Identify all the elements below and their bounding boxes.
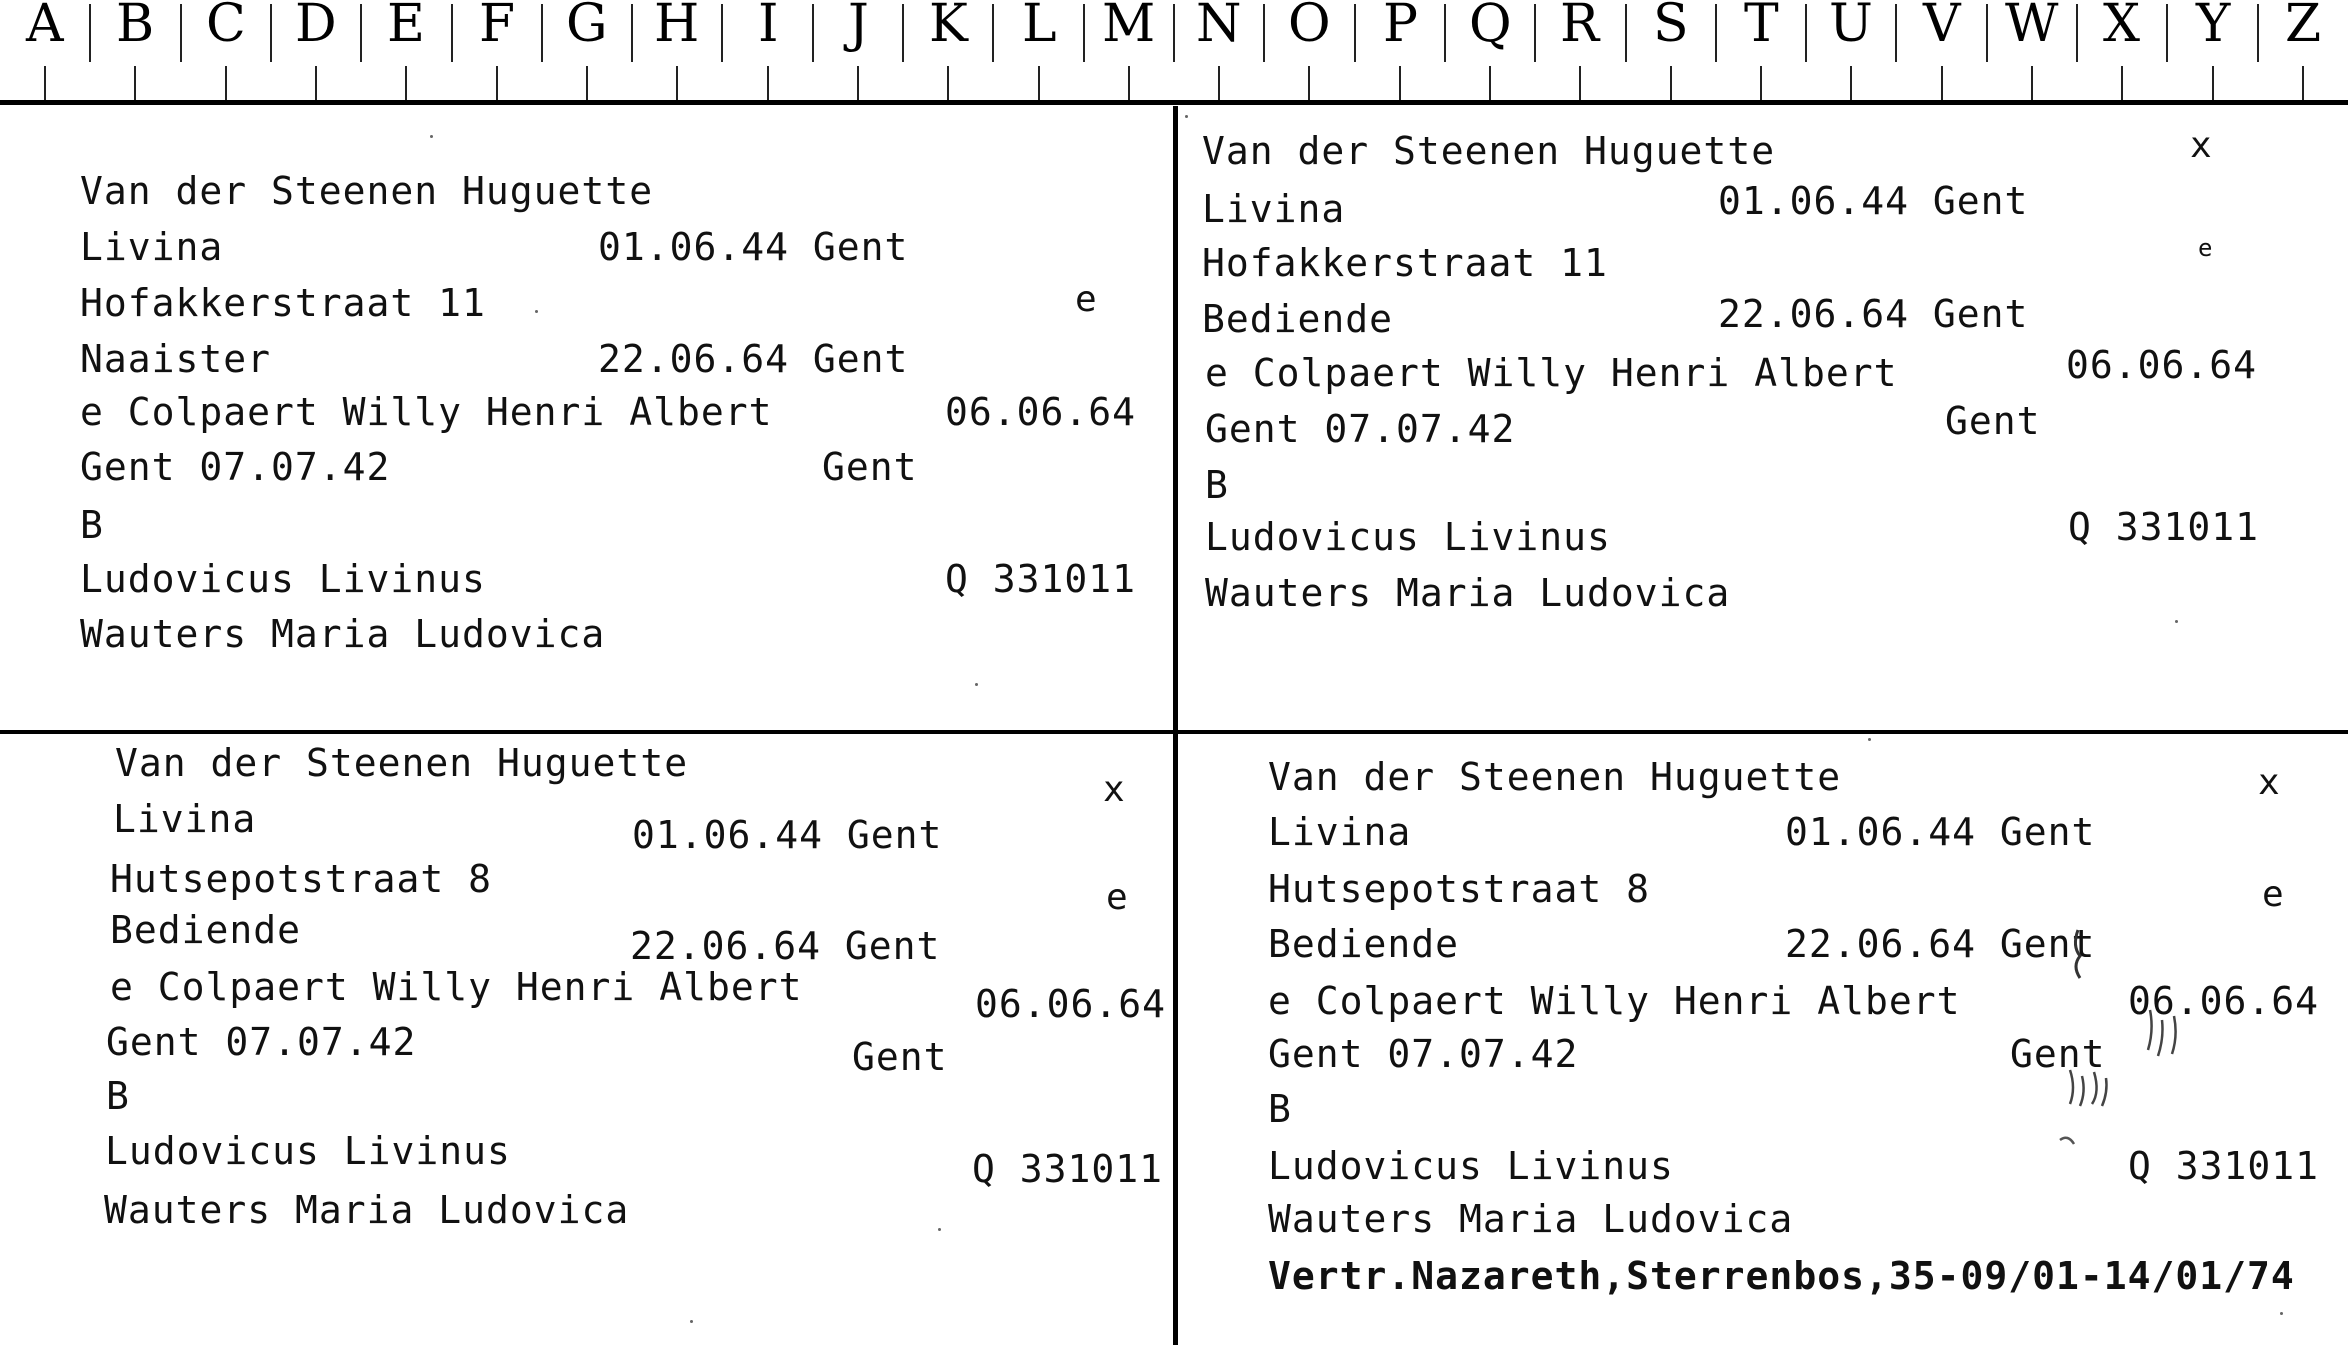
ruler-letter-e: E xyxy=(387,0,425,54)
speck xyxy=(1185,115,1188,118)
ruler-separator xyxy=(812,4,814,62)
ruler-letter-h: H xyxy=(654,0,700,54)
speck xyxy=(430,135,433,138)
card-address: Hofakkerstraat 11 xyxy=(80,281,486,325)
vertical-divider-bottom xyxy=(1173,734,1178,1345)
card-code: B xyxy=(80,503,104,547)
ruler-separator xyxy=(1625,4,1627,62)
speck xyxy=(938,1228,941,1231)
card-mark-e: e xyxy=(1106,877,1128,918)
card-spouse: e Colpaert Willy Henri Albert xyxy=(80,390,773,434)
card-spouse-place: Gent xyxy=(852,1035,948,1079)
ruler-separator xyxy=(1173,4,1175,62)
ruler-minor-tick xyxy=(134,66,136,100)
ruler-minor-tick xyxy=(1670,66,1672,100)
card-spouse-place: Gent xyxy=(1945,399,2041,443)
card-spouse: e Colpaert Willy Henri Albert xyxy=(1205,351,1898,395)
ruler-letter-a: A xyxy=(26,0,64,54)
card-spouse-birth: Gent 07.07.42 xyxy=(106,1020,417,1064)
card-birth-date: 01.06.44 Gent xyxy=(598,225,909,269)
ruler-letter-s: S xyxy=(1653,0,1689,54)
card-spouse-birth: Gent 07.07.42 xyxy=(1205,407,1516,451)
card-spouse-date: 06.06.64 xyxy=(945,390,1137,434)
ruler-minor-tick xyxy=(947,66,949,100)
card-marriage-date: 22.06.64 Gent xyxy=(598,337,909,381)
ruler-minor-tick xyxy=(2121,66,2123,100)
card-marriage-date: 22.06.64 Gent xyxy=(1785,922,2096,966)
ruler-separator xyxy=(2257,4,2259,62)
card-mother: Wauters Maria Ludovica xyxy=(1268,1197,1794,1241)
ruler-separator xyxy=(1986,4,1988,62)
speck xyxy=(2280,1312,2283,1315)
alphabet-ruler xyxy=(0,0,2348,106)
card-spouse-birth: Gent 07.07.42 xyxy=(1268,1032,1579,1076)
card-id-number: Q 331011 xyxy=(972,1147,1164,1191)
card-mark-e: e xyxy=(1075,279,1097,320)
ruler-minor-tick xyxy=(2212,66,2214,100)
card-birth-date: 01.06.44 Gent xyxy=(1785,810,2096,854)
card-occupation: Naaister xyxy=(80,337,272,381)
ruler-minor-tick xyxy=(2302,66,2304,100)
card-code: B xyxy=(106,1074,130,1118)
card-spouse-date: 06.06.64 xyxy=(2066,343,2258,387)
vertical-divider-top xyxy=(1173,106,1178,734)
ruler-separator xyxy=(1895,4,1897,62)
ruler-separator xyxy=(541,4,543,62)
card-mark-x: x xyxy=(2190,125,2212,166)
ruler-letter-y: Y xyxy=(2196,0,2231,54)
speck xyxy=(975,683,978,686)
card-mother: Wauters Maria Ludovica xyxy=(1205,571,1731,615)
ruler-minor-tick xyxy=(767,66,769,100)
ruler-letter-r: R xyxy=(1560,0,1600,54)
ruler-letter-l: L xyxy=(1022,0,1057,54)
card-father: Ludovicus Livinus xyxy=(1205,515,1611,559)
ruler-minor-tick xyxy=(1579,66,1581,100)
card-name: Van der Steenen Huguette xyxy=(1268,755,1842,799)
ruler-separator xyxy=(1805,4,1807,62)
ruler-letter-c: C xyxy=(206,0,246,54)
card-spouse-place: Gent xyxy=(2010,1032,2106,1076)
card-spouse-place: Gent xyxy=(822,445,918,489)
ruler-separator xyxy=(1263,4,1265,62)
ruler-minor-tick xyxy=(2031,66,2033,100)
ruler-minor-tick xyxy=(1760,66,1762,100)
ruler-minor-tick xyxy=(225,66,227,100)
card-occupation: Bediende xyxy=(1202,297,1394,341)
ruler-separator xyxy=(1715,4,1717,62)
ruler-separator xyxy=(1083,4,1085,62)
ruler-letter-b: B xyxy=(116,0,155,54)
card-spouse-birth: Gent 07.07.42 xyxy=(80,445,391,489)
card-mark-e: e xyxy=(2262,874,2284,915)
ruler-letter-k: K xyxy=(929,0,968,54)
ruler-separator xyxy=(902,4,904,62)
card-father: Ludovicus Livinus xyxy=(105,1129,511,1173)
ruler-separator xyxy=(721,4,723,62)
card-father: Ludovicus Livinus xyxy=(1268,1144,1674,1188)
ruler-letter-d: D xyxy=(295,0,337,54)
card-marriage-date: 22.06.64 Gent xyxy=(1718,292,2029,336)
ruler-letter-q: Q xyxy=(1469,0,1512,54)
card-address: Hofakkerstraat 11 xyxy=(1202,241,1608,285)
ruler-minor-tick xyxy=(1038,66,1040,100)
ruler-minor-tick xyxy=(1128,66,1130,100)
ruler-separator xyxy=(360,4,362,62)
ruler-letter-t: T xyxy=(1744,0,1779,54)
card-address: Hutsepotstraat 8 xyxy=(110,857,493,901)
card-father: Ludovicus Livinus xyxy=(80,557,486,601)
card-code: B xyxy=(1268,1087,1292,1131)
card-mother: Wauters Maria Ludovica xyxy=(104,1188,630,1232)
card-given-name: Livina xyxy=(113,797,257,841)
card-birth-date: 01.06.44 Gent xyxy=(1718,179,2029,223)
ruler-letter-z: Z xyxy=(2285,0,2322,54)
card-id-number: Q 331011 xyxy=(2128,1144,2320,1188)
card-mother: Wauters Maria Ludovica xyxy=(80,612,606,656)
horizontal-divider-left xyxy=(0,730,1175,734)
speck xyxy=(2175,620,2178,623)
ruler-minor-tick xyxy=(315,66,317,100)
ruler-separator xyxy=(270,4,272,62)
ruler-minor-tick xyxy=(405,66,407,100)
card-mark-e: e xyxy=(2198,234,2213,262)
ruler-minor-tick xyxy=(1399,66,1401,100)
ruler-minor-tick xyxy=(1850,66,1852,100)
horizontal-divider-right xyxy=(1178,730,2348,734)
ruler-separator xyxy=(1534,4,1536,62)
ruler-letter-j: J xyxy=(848,0,869,54)
card-marriage-date: 22.06.64 Gent xyxy=(630,924,941,968)
ruler-letter-f: F xyxy=(479,0,516,54)
ruler-separator xyxy=(992,4,994,62)
ruler-letter-v: V xyxy=(1923,0,1961,54)
ruler-minor-tick xyxy=(44,66,46,100)
card-given-name: Livina xyxy=(1202,187,1346,231)
ruler-minor-tick xyxy=(857,66,859,100)
card-spouse-date: 06.06.64 xyxy=(975,982,1167,1026)
ruler-letter-w: W xyxy=(2005,0,2059,54)
card-mark-x: x xyxy=(2258,762,2280,803)
ruler-letter-g: G xyxy=(566,0,608,54)
ruler-minor-tick xyxy=(1489,66,1491,100)
ruler-baseline xyxy=(0,100,2348,105)
ruler-minor-tick xyxy=(1218,66,1220,100)
card-mark-x: x xyxy=(1103,769,1125,810)
ruler-letter-n: N xyxy=(1196,0,1242,54)
ruler-minor-tick xyxy=(496,66,498,100)
speck xyxy=(535,310,538,313)
ruler-letter-u: U xyxy=(1829,0,1873,54)
handwritten-scribble xyxy=(2040,920,2240,1180)
card-code: B xyxy=(1205,463,1229,507)
card-name: Van der Steenen Huguette xyxy=(115,741,689,785)
ruler-separator xyxy=(1444,4,1446,62)
card-id-number: Q 331011 xyxy=(2068,505,2260,549)
ruler-letter-o: O xyxy=(1288,0,1331,54)
ruler-minor-tick xyxy=(1308,66,1310,100)
ruler-letter-i: I xyxy=(758,0,779,54)
speck xyxy=(690,1320,693,1323)
ruler-separator xyxy=(451,4,453,62)
speck xyxy=(1868,738,1871,741)
ruler-separator xyxy=(2076,4,2078,62)
ruler-separator xyxy=(1354,4,1356,62)
ruler-minor-tick xyxy=(1941,66,1943,100)
ruler-letter-m: M xyxy=(1102,0,1156,54)
ruler-letter-p: P xyxy=(1383,0,1418,54)
card-occupation: Bediende xyxy=(110,908,302,952)
ruler-separator xyxy=(631,4,633,62)
ruler-separator xyxy=(89,4,91,62)
card-occupation: Bediende xyxy=(1268,922,1460,966)
card-residence-note: Vertr.Nazareth,Sterrenbos,35-09/01-14/01/74 xyxy=(1268,1254,2295,1298)
ruler-minor-tick xyxy=(586,66,588,100)
card-given-name: Livina xyxy=(1268,810,1412,854)
ruler-letter-x: X xyxy=(2103,0,2141,54)
ruler-separator xyxy=(180,4,182,62)
card-address: Hutsepotstraat 8 xyxy=(1268,867,1651,911)
card-given-name: Livina xyxy=(80,225,224,269)
card-spouse-date: 06.06.64 xyxy=(2128,979,2320,1023)
card-spouse: e Colpaert Willy Henri Albert xyxy=(110,965,803,1009)
card-name: Van der Steenen Huguette xyxy=(1202,129,1776,173)
card-name: Van der Steenen Huguette xyxy=(80,169,654,213)
ruler-separator xyxy=(2166,4,2168,62)
card-id-number: Q 331011 xyxy=(945,557,1137,601)
ruler-minor-tick xyxy=(676,66,678,100)
card-spouse: e Colpaert Willy Henri Albert xyxy=(1268,979,1961,1023)
card-birth-date: 01.06.44 Gent xyxy=(632,813,943,857)
